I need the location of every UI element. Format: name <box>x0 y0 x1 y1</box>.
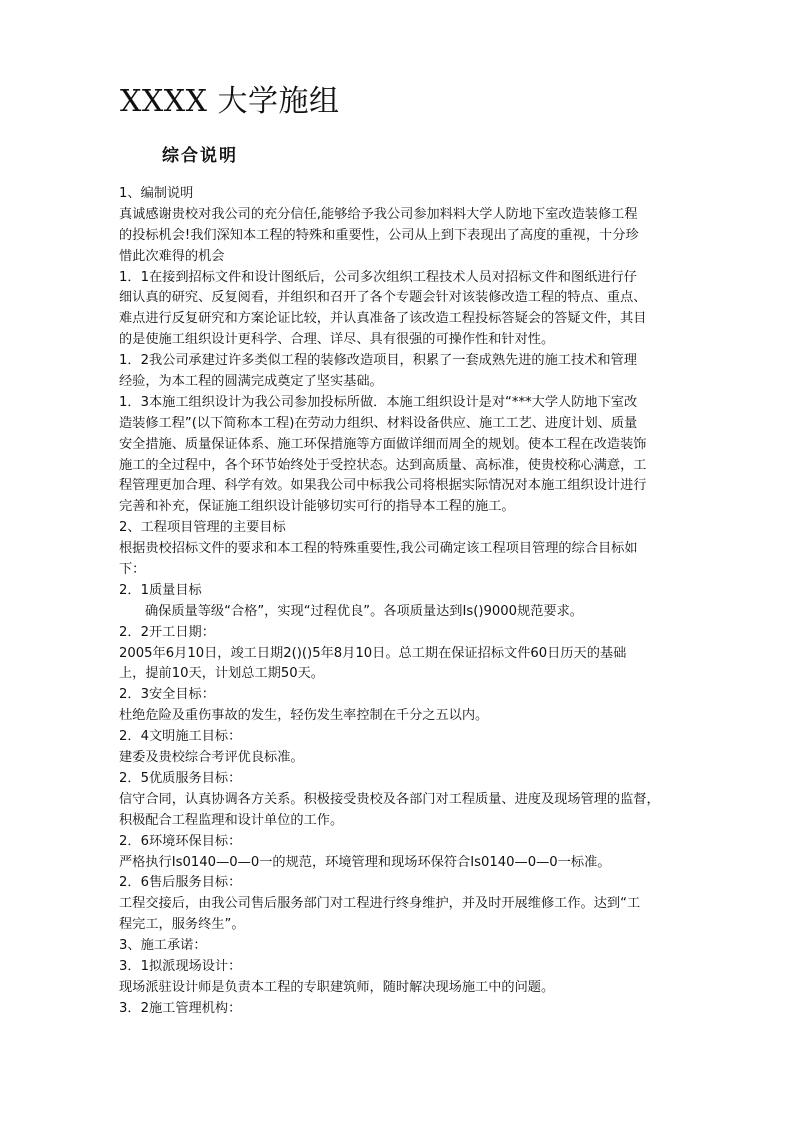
paragraph-line: 2．1质量目标 <box>119 582 202 598</box>
paragraph-line: 现场派驻设计师是负责本工程的专职建筑师，随时解决现场施工中的问题。 <box>119 979 555 995</box>
paragraph-line: 1．1在接到招标文件和设计图纸后，公司多次组织工程技术人员对招标文件和图纸进行仔 <box>119 269 637 285</box>
paragraph-line: 程完工，服务终生”。 <box>119 917 245 933</box>
paragraph-line: 的投标机会!我们深知本工程的特殊和重要性，公司从上到下表现出了高度的重视，十分珍 <box>119 227 639 243</box>
paragraph-line: 造装修工程”(以下简称本工程)在劳动力组织、材料设备供应、施工工艺、进度计划、质量 <box>119 415 638 431</box>
paragraph-line: 严格执行Is0140—0—0一的规范，环境管理和现场环保符合Is0140—0—0一标准。 <box>119 854 611 870</box>
paragraph-line: 3．2施工管理机构： <box>119 1000 242 1016</box>
paragraph-line: 惜此次难得的机会 <box>119 248 225 264</box>
paragraph-line: 工程交接后，由我公司售后服务部门对工程进行终身维护，并及时开展维修工作。达到“工 <box>119 896 641 912</box>
paragraph-line: 难点进行反复研究和方案论证比较，并认真准备了该改造工程投标答疑会的答疑文件，其目 <box>119 311 647 327</box>
paragraph-line: 细认真的研究、反复阅看，并组织和召开了各个专题会针对该装修改造工程的特点、重点、 <box>119 290 647 306</box>
paragraph-line: 的是使施工组织设计更科学、合理、详尽、具有很强的可操作性和针对性。 <box>119 332 555 348</box>
paragraph-line: 程管理更加合理、科学有效。如果我公司中标我公司将根据实际情况对本施工组织设计进行 <box>119 478 647 494</box>
paragraph-line: 真诚感谢贵校对我公司的充分信任,能够给予我公司参加料料大学人防地下室改造装修工程 <box>119 206 638 222</box>
document-body <box>119 184 677 1020</box>
paragraph-line: 建委及贵校综合考评优良标准。 <box>119 750 304 766</box>
paragraph-line: 2．6环境环保目标： <box>119 833 242 849</box>
document-title: XXXX 大学施组 <box>120 84 340 119</box>
paragraph-line: 上，提前10天，计划总工期50天。 <box>119 666 324 682</box>
paragraph-line: 确保质量等级“合格”，实现“过程优良”。各项质量达到Is()9000规范要求。 <box>145 603 583 619</box>
paragraph-line: 1．2我公司承建过许多类似工程的装修改造项目，积累了一套成熟先进的施工技术和管理 <box>119 353 637 369</box>
paragraph-line: 3、施工承诺： <box>119 938 207 954</box>
paragraph-line: 下： <box>119 562 146 578</box>
paragraph-line: 3．1拟派现场设计： <box>119 958 242 974</box>
paragraph-line: 2．6售后服务目标： <box>119 875 242 891</box>
paragraph-line: 2005年6月10日，竣工日期2()()5年8月10日。总工期在保证招标文件60日历天的基础 <box>119 645 627 661</box>
paragraph-line: 安全措施、质量保证体系、施工环保措施等方面做详细而周全的规划。使本工程在改造装饰 <box>119 436 647 452</box>
paragraph-line: 1、编制说明 <box>119 186 194 201</box>
paragraph-line: 完善和补充，保证施工组织设计能够切实可行的指导本工程的施工。 <box>119 499 515 515</box>
paragraph-line: 2．5优质服务目标： <box>119 770 242 786</box>
paragraph-line: 2、工程项目管理的主要目标 <box>119 520 286 536</box>
section-heading: 综合说明 <box>162 146 238 166</box>
paragraph-line: 根据贵校招标文件的要求和本工程的特殊重要性,我公司确定该工程项目管理的综合目标如 <box>119 541 638 557</box>
paragraph-line: 积极配合工程监理和设计单位的工作。 <box>119 812 344 828</box>
paragraph-line: 1．3本施工组织设计为我公司参加投标所做．本施工组织设计是对“***大学人防地下室改 <box>119 394 638 410</box>
paragraph-line: 2．2开工日期： <box>119 624 215 640</box>
paragraph-line: 2．3安全目标： <box>119 687 215 703</box>
paragraph-line: 信守合同，认真协调各方关系。积极接受贵校及各部门对工程质量、进度及现场管理的监督， <box>119 791 660 807</box>
paragraph-line: 杜绝危险及重伤事故的发生，轻伤发生率控制在千分之五以内。 <box>119 708 489 724</box>
paragraph-line: 经验，为本工程的圆满完成奠定了坚实基础。 <box>119 374 383 390</box>
paragraph-line: 施工的全过程中，各个环节始终处于受控状态。达到高质量、高标准，使贵校称心满意，工 <box>119 457 647 473</box>
paragraph-line: 2．4文明施工目标： <box>119 729 242 745</box>
